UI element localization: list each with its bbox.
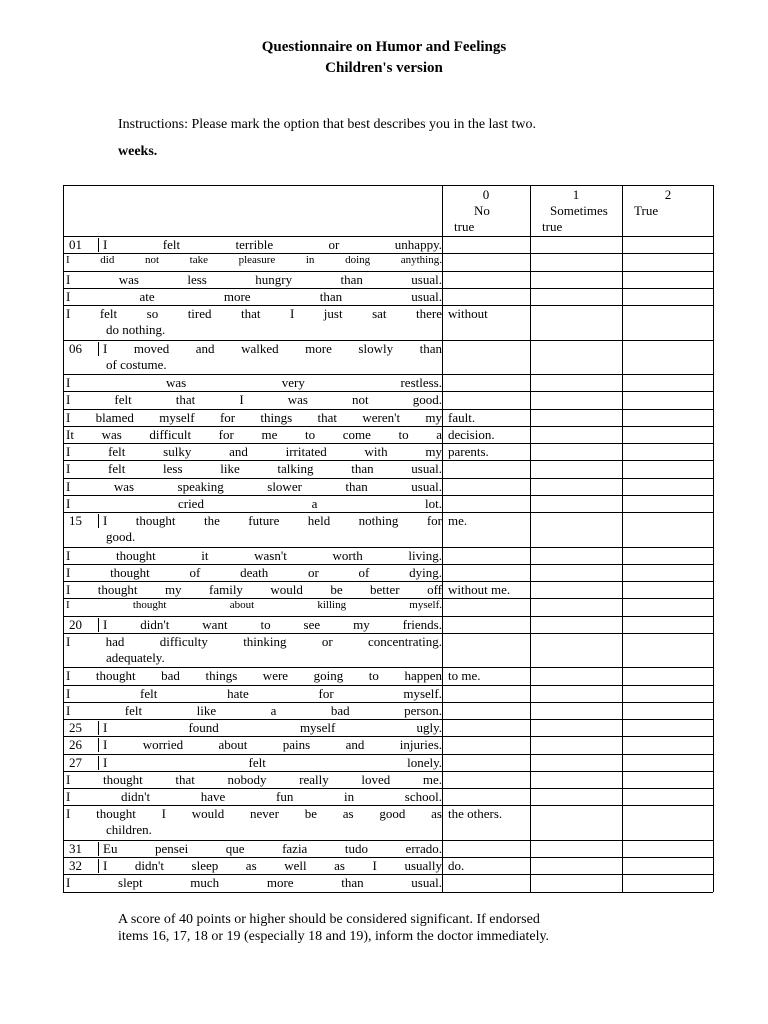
column-label-0: No (474, 203, 490, 218)
item-number: 26 (69, 737, 82, 753)
column-divider-2 (530, 185, 531, 892)
item-text: I thought the future held nothing for (103, 513, 442, 528)
table-row (66, 737, 442, 753)
item-text: I thought bad things were going to happen (66, 668, 442, 684)
item-text: I was less hungry than usual. (66, 271, 442, 287)
table-row (66, 634, 442, 668)
table-row (66, 720, 442, 736)
page-title: Questionnaire on Humor and Feelings (261, 39, 507, 55)
table-row (66, 375, 442, 391)
item-number-separator (98, 514, 99, 528)
table-row (66, 341, 442, 375)
item-number: 06 (69, 340, 82, 356)
item-text: I felt sulky and irritated with my (66, 444, 442, 459)
item-text: It was difficult for me to come to a (66, 426, 442, 442)
table-row (66, 237, 442, 253)
item-text: I felt terrible or unhappy. (103, 237, 442, 252)
table-row (66, 461, 442, 477)
item-text: I moved and walked more slowly than (103, 340, 442, 356)
item-text: I felt that I was not good. (66, 392, 442, 408)
column-score-0: 0 (482, 187, 490, 202)
table-row (66, 427, 442, 443)
table-row (66, 806, 442, 840)
item-number-separator (98, 238, 99, 252)
item-number-separator (98, 859, 99, 873)
item-text: I blamed myself for things that weren't my (66, 409, 442, 425)
table-row (66, 479, 442, 495)
item-text: I thought about killing myself. (66, 599, 442, 612)
table-row (66, 668, 442, 684)
item-text: I felt lonely. (103, 754, 442, 770)
item-text: I ate more than usual. (66, 288, 442, 304)
item-number-separator (98, 738, 99, 752)
item-text: I found myself ugly. (103, 720, 442, 735)
item-text: I felt like a bad person. (66, 702, 442, 718)
item-text-overflow: do. (448, 858, 465, 873)
item-number-separator (98, 618, 99, 632)
column-divider-3 (622, 185, 623, 892)
table-row (66, 789, 442, 805)
table-row (66, 841, 442, 857)
item-text: I thought I would never be as good as (66, 806, 442, 822)
item-number: 15 (69, 513, 82, 528)
table-row (66, 392, 442, 408)
item-number: 27 (69, 754, 82, 770)
column-label-true: True (634, 203, 659, 218)
table-row (66, 444, 442, 460)
item-text: I worried about pains and injuries. (103, 737, 442, 753)
table-row (66, 272, 442, 288)
instructions-continuation: weeks. (118, 144, 158, 159)
table-row (66, 703, 442, 719)
table-border-right (713, 185, 714, 892)
table-row (66, 410, 442, 426)
item-number: 20 (69, 616, 82, 632)
item-text: I was very restless. (66, 375, 442, 390)
item-text-continuation: adequately. (106, 649, 165, 665)
table-row (66, 254, 442, 270)
column-score-2: 2 (664, 187, 672, 202)
item-text-overflow: decision. (448, 426, 495, 442)
column-divider-1 (442, 185, 443, 892)
item-text-overflow: without me. (448, 582, 511, 597)
table-row (66, 513, 442, 547)
item-text-overflow: the others. (448, 806, 503, 822)
item-number-separator (98, 342, 99, 356)
table-row (66, 289, 442, 305)
item-text-overflow: to me. (448, 668, 481, 684)
table-row (66, 686, 442, 702)
item-text: I thought of death or of dying. (66, 564, 442, 580)
table-row (66, 875, 442, 891)
item-text: I thought it wasn't worth living. (66, 547, 442, 563)
table-row (66, 599, 442, 615)
item-text-continuation: good. (106, 529, 136, 544)
item-text: I had difficulty thinking or concentrating. (66, 633, 442, 649)
page-subtitle: Children's version (325, 60, 443, 76)
row-divider (63, 892, 713, 893)
table-row (66, 565, 442, 581)
item-number: 31 (69, 840, 82, 856)
item-text-continuation: children. (106, 822, 152, 838)
item-text-overflow: fault. (448, 409, 476, 425)
item-text-continuation: do nothing. (106, 322, 166, 337)
column-label-0-cont: true (454, 219, 475, 234)
table-row (66, 617, 442, 633)
table-row (66, 306, 442, 340)
table-row (66, 772, 442, 788)
item-text: I thought my family would be better off (66, 582, 442, 597)
item-number-separator (98, 756, 99, 770)
item-number: 32 (69, 858, 82, 873)
item-text: I was speaking slower than usual. (66, 478, 442, 494)
table-row (66, 496, 442, 512)
item-number-separator (98, 721, 99, 735)
item-text: Eu pensei que fazia tudo errado. (103, 840, 442, 856)
item-text: I didn't have fun in school. (66, 789, 442, 804)
item-text: I felt less like talking than usual. (66, 461, 442, 477)
item-number: 01 (69, 237, 82, 252)
item-text-continuation: of costume. (106, 356, 167, 372)
table-row (66, 548, 442, 564)
item-text: I slept much more than usual. (66, 875, 442, 891)
column-label-1: Sometimes (550, 203, 608, 218)
footer-note-line2: items 16, 17, 18 or 19 (especially 18 and 19), inform the doctor immediately. (118, 929, 550, 944)
table-row (66, 582, 442, 598)
item-text-overflow: parents. (448, 444, 489, 459)
item-number-separator (98, 842, 99, 856)
item-text-overflow: without (448, 306, 488, 321)
item-text: I felt hate for myself. (66, 685, 442, 701)
item-text: I cried a lot. (66, 495, 442, 511)
footer-note-line1: A score of 40 points or higher should be considered significant. If endorsed (118, 912, 540, 927)
table-row (66, 755, 442, 771)
column-label-1-cont: true (542, 219, 563, 234)
item-text: I felt so tired that I just sat there (66, 306, 442, 321)
item-text: I didn't want to see my friends. (103, 616, 442, 632)
table-row (66, 858, 442, 874)
item-text: I didn't sleep as well as I usually (103, 858, 442, 873)
item-text: I thought that nobody really loved me. (66, 771, 442, 787)
item-text-overflow: me. (448, 513, 468, 528)
table-border-left (63, 185, 64, 892)
column-score-1: 1 (572, 187, 580, 202)
item-text: I did not take pleasure in doing anything. (66, 254, 442, 267)
table-border-top (63, 185, 713, 186)
instructions-text: Instructions: Please mark the option that best describes you in the last two. (118, 117, 536, 132)
item-number: 25 (69, 720, 82, 735)
